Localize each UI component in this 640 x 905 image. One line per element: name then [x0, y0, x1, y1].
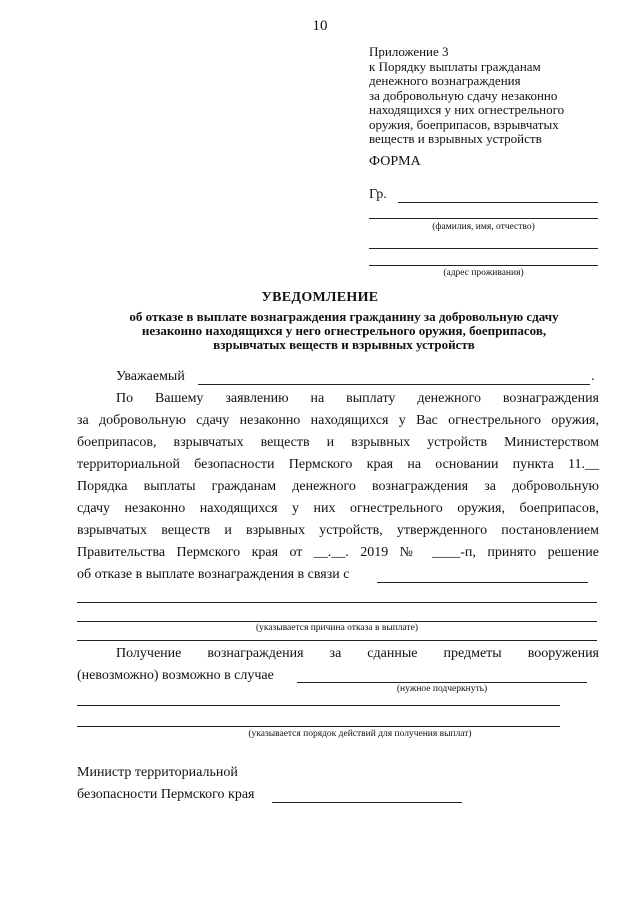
paragraph-line: сдачу незаконно находящихся у них огнестрельного оружия, боеприпасов, — [77, 501, 599, 516]
address-line-2 — [369, 265, 598, 266]
subject-line: взрывчатых веществ и взрывных устройств — [213, 337, 475, 352]
paragraph-last-line: об отказе в выплате вознаграждения в связи с — [77, 567, 350, 582]
reason-line-0 — [377, 582, 588, 583]
signature-line — [272, 802, 462, 803]
greeting-name-line — [198, 384, 590, 385]
greeting: Уважаемый — [116, 369, 185, 384]
paragraph-line: территориальной безопасности Пермского края на основании пункта 11.__ — [77, 457, 599, 472]
appendix-line: Приложение 3 — [369, 44, 449, 59]
recipient-name-line-2 — [369, 218, 598, 219]
reason-caption: (указывается причина отказа в выплате) — [255, 623, 419, 633]
address-line-1 — [369, 248, 598, 249]
paragraph-line: за добровольную сдачу незаконно находящихся у Вас огнестрельного оружия, — [77, 413, 599, 428]
reason-line-3 — [77, 640, 597, 641]
appendix-block — [369, 45, 609, 147]
address-caption: (адрес проживания) — [443, 268, 524, 278]
appendix-line: к Порядку выплаты гражданам — [369, 58, 541, 74]
signature-title-line-2: безопасности Пермского края — [77, 787, 255, 802]
page-number: 10 — [312, 18, 328, 34]
reason-line-1 — [77, 602, 597, 603]
fio-caption: (фамилия, имя, отчество) — [432, 222, 535, 232]
subject-line: об отказе в выплате вознаграждения гражданину за добровольную сдачу — [129, 309, 559, 324]
signature-title-line-1: Министр территориальной — [77, 765, 238, 780]
paragraph-line: По Вашему заявлению на выплату денежного вознаграждения — [116, 391, 599, 406]
appendix-line: за добровольную сдачу незаконно — [369, 87, 558, 103]
procedure-line-1 — [77, 705, 560, 706]
procedure-line-2 — [77, 726, 560, 727]
paragraph-line: боеприпасов, взрывчатых веществ и взрывных устройств Министерством — [77, 435, 599, 450]
form-label: ФОРМА — [369, 154, 421, 169]
reason-line-2 — [77, 621, 597, 622]
notice-subject — [84, 310, 604, 352]
underline-caption: (нужное подчеркнуть) — [396, 684, 488, 694]
recipient-name-line — [398, 202, 598, 203]
paragraph2-line: Получение вознаграждения за сданные предметы вооружения — [116, 646, 599, 661]
paragraph-line: взрывчатых веществ и взрывных устройств, утвержденного постановлением — [77, 523, 599, 538]
notice-title: УВЕДОМЛЕНИЕ — [261, 290, 379, 305]
appendix-line: веществ и взрывных устройств — [369, 131, 542, 146]
case-line — [297, 682, 587, 683]
subject-line: незаконно находящихся у него огнестрельного оружия, боеприпасов, — [141, 323, 547, 338]
procedure-caption: (указывается порядок действий для получения выплат) — [248, 729, 472, 739]
greeting-end: . — [591, 369, 595, 384]
appendix-line: денежного вознаграждения — [369, 73, 521, 88]
paragraph-line: Правительства Пермского края от __.__. 2019 № ____-п, принято решение — [77, 545, 599, 560]
paragraph-line: Порядка выплаты гражданам денежного вознаграждения за добровольную — [77, 479, 599, 494]
appendix-line: оружия, боеприпасов, взрывчатых — [369, 116, 559, 132]
paragraph2-line: (невозможно) возможно в случае — [77, 668, 274, 683]
recipient-label: Гр. — [369, 187, 387, 202]
appendix-line: находящихся у них огнестрельного — [369, 102, 565, 117]
